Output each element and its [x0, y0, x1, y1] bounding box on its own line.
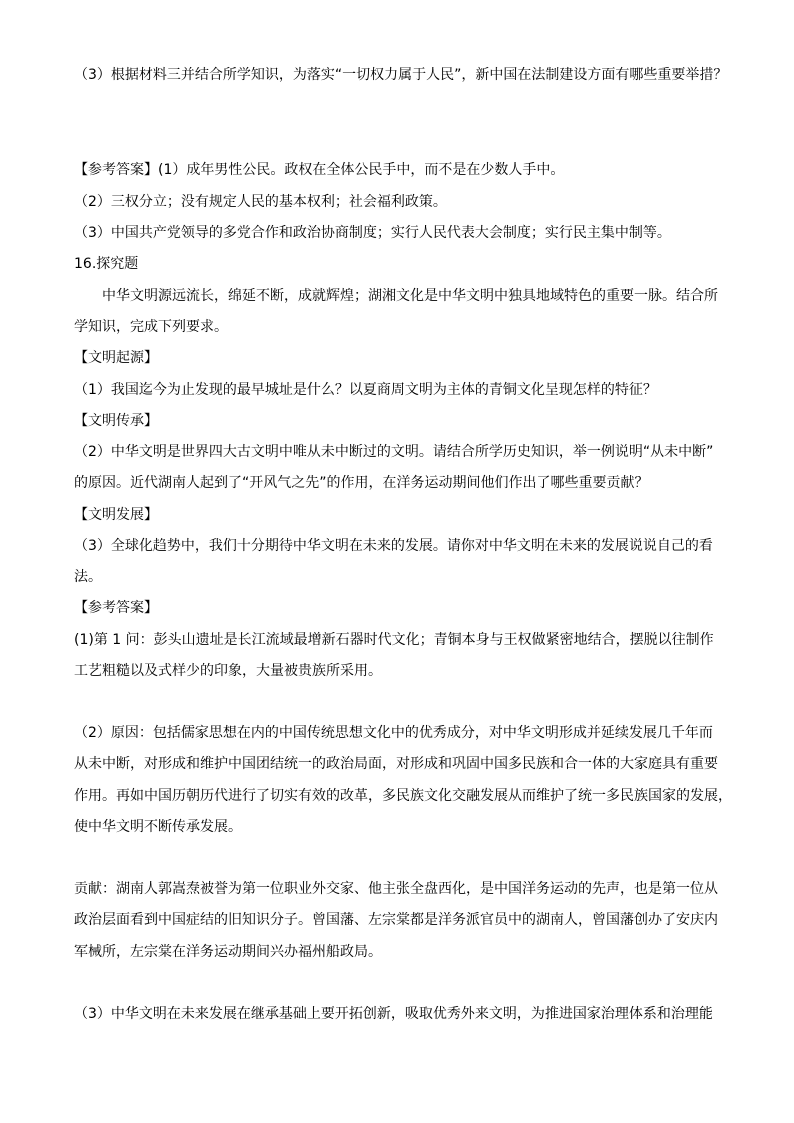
section-development-heading: 【文明发展】	[74, 507, 158, 523]
answer-16-1-cont: 工艺粗糙以及式样少的印象，大量被贵族所采用。	[74, 663, 382, 679]
reference-answer-1: 【参考答案】(1）成年男性公民。政权在全体公民手中，而不是在少数人手中。	[74, 162, 565, 178]
reference-answer-heading: 【参考答案】	[74, 600, 158, 616]
answer-16-1: (1)第 1 问：彭头山遗址是长江流域最增新石器时代文化；青铜本身与王权做紧密地结合，摆脱以往制作	[74, 632, 714, 648]
answer-16-2-reason-cont-1: 从未中断，对形成和维护中国团结统一的政治局面，对形成和巩固中国多民族和合一体的大家庭具有重要	[74, 756, 718, 772]
section-heritage-heading: 【文明传承】	[74, 413, 158, 429]
question-16-1: （1）我国迄今为止发现的最早城址是什么？以夏商周文明为主体的青铜文化呈现怎样的特征？	[74, 382, 657, 398]
question-16-intro: 中华文明源远流长，绵延不断，成就辉煌；湖湘文化是中华文明中独具地域特色的重要一脉。结合所	[102, 288, 718, 304]
question-16-3: （3）全球化趋势中，我们十分期待中华文明在未来的发展。请你对中华文明在未来的发展说说自己的看	[74, 538, 713, 554]
answer-16-2-reason: （2）原因：包括儒家思想在内的中国传统思想文化中的优秀成分，对中华文明形成并延续发展几千年而	[74, 725, 713, 741]
question-16-3-cont: 法。	[74, 569, 102, 585]
answer-16-2-contribution-cont-2: 军械所，左宗棠在洋务运动期间兴办福州船政局。	[74, 944, 382, 960]
question-16-2-cont: 的原因。近代湖南人起到了“开风气之先”的作用，在洋务运动期间他们作出了哪些重要贡献？	[74, 475, 649, 491]
answer-16-2-contribution-cont-1: 政治层面看到中国症结的旧知识分子。曾国藩、左宗棠都是洋务派官员中的湖南人，曾国藩创办了安庆内	[74, 912, 718, 928]
section-origin-heading: 【文明起源】	[74, 350, 158, 366]
reference-answer-2: （2）三权分立；没有规定人民的基本权利；社会福利政策。	[74, 194, 447, 210]
question-16-intro-cont: 学知识，完成下列要求。	[74, 319, 228, 335]
question-16-2: （2）中华文明是世界四大古文明中唯从未中断过的文明。请结合所学历史知识，举一例说明“从未中断”	[74, 444, 714, 460]
answer-16-2-reason-cont-2: 作用。再如中国历朝历代进行了切实有效的改革，多民族文化交融发展从而维护了统一多民族国家的发展，	[74, 788, 732, 804]
answer-16-3: （3）中华文明在未来发展在继承基础上要开拓创新，吸取优秀外来文明，为推进国家治理体系和治理能	[74, 1006, 713, 1022]
question-16-title: 16.探究题	[74, 256, 139, 272]
question-3-material-three: （3）根据材料三并结合所学知识，为落实“一切权力属于人民”，新中国在法制建设方面有哪些重要举措？	[74, 67, 728, 83]
answer-16-2-contribution: 贡献：湖南人郭嵩焘被誉为第一位职业外交家、他主张全盘西化，是中国洋务运动的先声，也是第一位从	[74, 881, 718, 897]
answer-16-2-reason-cont-3: 使中华文明不断传承发展。	[74, 819, 242, 835]
reference-answer-3: （3）中国共产党领导的多党合作和政治协商制度；实行人民代表大会制度；实行民主集中制等。	[74, 225, 671, 241]
